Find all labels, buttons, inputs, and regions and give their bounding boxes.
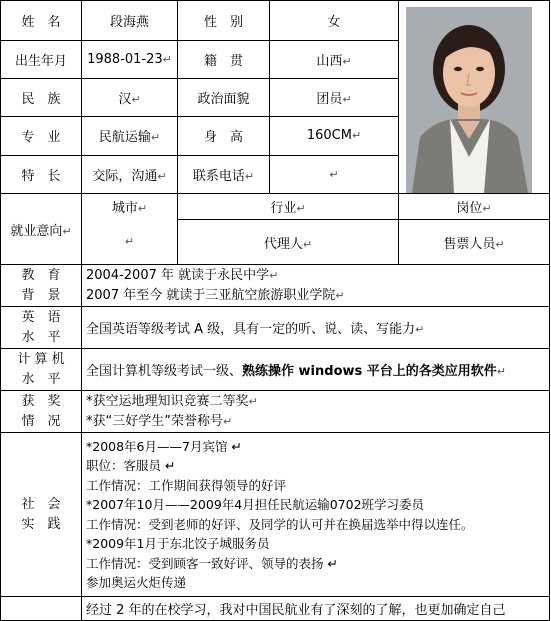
political-value: 团员 <box>316 92 343 108</box>
intent-label-cell <box>1 194 82 265</box>
intent-city-header <box>82 194 178 220</box>
awards-line-1: *获空运地理知识竞赛二等奖 <box>86 394 249 409</box>
english-label-line-2: 水 平 <box>21 329 61 345</box>
paragraph-mark: ↵ <box>415 323 425 336</box>
social-line-5: 工作情况：受到老师的好评、及同学的认可并在换届选举中得以连任。 <box>86 516 474 532</box>
paragraph-mark: ↵ <box>131 93 141 107</box>
industry-header-text: 行业 <box>270 201 297 216</box>
summary-label <box>1 597 82 621</box>
name-value: 段海燕 <box>82 1 178 41</box>
social-label-line-1: 社 会 <box>21 497 61 512</box>
english-label-line-1: 英 语 <box>21 310 61 325</box>
height-cell <box>270 117 399 155</box>
origin-value: 山西 <box>316 53 343 69</box>
awards-label-line-2: 情 况 <box>21 413 61 429</box>
origin-label: 籍 贯 <box>178 40 270 78</box>
gender-label: 性 别 <box>178 1 270 41</box>
ethnic-label: 民 族 <box>1 79 82 117</box>
summary-text: 经过 2 年的在校学习，我对中国民航业有了深刻的了解，也更加确定自己 <box>86 603 506 618</box>
phone-label-cell <box>178 155 270 193</box>
computer-text: 全国计算机等级考试一级、 <box>86 364 243 379</box>
birth-cell <box>82 40 178 78</box>
paragraph-mark: ↵ <box>137 202 148 216</box>
awards-line-2: *获“三好学生”荣誉称号 <box>86 413 223 429</box>
social-label <box>1 433 82 597</box>
industry-value-text: 代理人 <box>263 236 303 252</box>
intent-position-value <box>399 220 550 265</box>
intent-industry-value <box>178 220 399 265</box>
social-line-1: *2008年6月——7月宾馆 ↵ <box>86 438 242 454</box>
intent-label: 就业意向 <box>10 223 63 239</box>
paragraph-mark: ↵ <box>150 131 161 145</box>
awards-label-line-1: 获 奖 <box>21 394 61 409</box>
english-label <box>1 307 82 349</box>
position-header-text: 岗位 <box>456 201 483 216</box>
education-line-2: 2007 年至今 就读于三亚航空旅游职业学院 <box>86 287 336 303</box>
specialty-label: 特 长 <box>1 155 82 193</box>
major-value: 民航运输 <box>98 130 151 146</box>
gender-value: 女 <box>270 1 399 41</box>
education-label <box>1 265 82 307</box>
computer-text-bold: 熟练操作 windows 平台上的各类应用软件 <box>242 364 497 379</box>
paragraph-mark: ↵ <box>495 237 505 251</box>
political-label: 政治面貌 <box>178 79 270 117</box>
paragraph-mark: ↵ <box>296 202 306 215</box>
paragraph-mark: ↵ <box>248 395 258 408</box>
awards-content <box>82 391 550 433</box>
major-cell <box>82 117 178 155</box>
computer-label <box>1 349 82 391</box>
city-header-text: 城市 <box>111 201 138 217</box>
birth-label: 出生年月 <box>1 40 82 78</box>
ethnic-cell <box>82 79 178 117</box>
social-line-2: 职位：客服员 ↵ <box>86 458 176 473</box>
paragraph-mark: ↵ <box>302 237 313 251</box>
social-line-7: 工作情况：受到顾客一致好评、领导的表扬 ↵ <box>86 555 338 571</box>
paragraph-mark: ↵ <box>62 224 72 238</box>
paragraph-mark: ↵ <box>244 169 255 183</box>
computer-label-line-1: 计 算 机 <box>17 352 65 367</box>
paragraph-mark: ↵ <box>162 52 172 66</box>
paragraph-mark: ↵ <box>482 202 492 215</box>
social-content <box>82 433 550 597</box>
social-label-line-2: 实 践 <box>21 516 61 532</box>
paragraph-mark: ↵ <box>157 169 167 183</box>
birth-value: 1988-01-23 <box>87 51 163 67</box>
computer-label-line-2: 水 平 <box>21 371 61 387</box>
specialty-cell <box>82 155 178 193</box>
photo-cell <box>399 1 550 194</box>
education-line-1: 2004-2007 年 就读于永民中学 <box>86 268 270 283</box>
political-cell <box>270 79 399 117</box>
social-line-4: *2007年10月——2009年4月担任民航运输0702班学习委员 <box>86 497 425 512</box>
paragraph-mark: ↵ <box>222 414 233 428</box>
computer-content <box>82 349 550 391</box>
english-text: 全国英语等级考试 A 级，具有一定的听、说、读、写能力 <box>86 322 416 337</box>
paragraph-mark: ↵ <box>124 235 135 249</box>
education-content <box>82 265 550 307</box>
intent-industry-header <box>178 194 399 220</box>
paragraph-mark: ↵ <box>329 167 339 181</box>
intent-city-value <box>82 220 178 265</box>
social-line-8: 参加奥运火炬传递 <box>86 575 187 590</box>
social-line-6: *2009年1月于东北饺子城服务员 <box>86 536 270 551</box>
summary-content <box>82 597 550 621</box>
portrait-image <box>406 7 532 193</box>
major-label: 专 业 <box>1 117 82 155</box>
specialty-value: 交际，沟通 <box>92 168 158 184</box>
paragraph-mark: ↵ <box>335 288 345 302</box>
height-label: 身 高 <box>178 117 270 155</box>
paragraph-mark: ↵ <box>269 269 279 282</box>
paragraph-mark: ↵ <box>496 365 506 378</box>
social-line-3: 工作情况：工作期间获得领导的好评 <box>86 477 287 493</box>
paragraph-mark: ↵ <box>342 93 352 107</box>
portrait-photo <box>406 7 532 193</box>
awards-label <box>1 391 82 433</box>
english-content <box>82 307 550 349</box>
intent-position-header <box>399 194 550 220</box>
education-label-line-1: 教 育 <box>21 268 61 283</box>
height-value: 160CM <box>306 128 352 144</box>
position-value-text: 售票人员 <box>443 236 496 252</box>
ethnic-value: 汉 <box>118 92 132 108</box>
origin-cell <box>270 40 399 78</box>
paragraph-mark: ↵ <box>342 54 352 68</box>
name-label: 姓 名 <box>1 1 82 41</box>
education-label-line-2: 背 景 <box>21 287 61 303</box>
phone-value-cell <box>270 155 399 193</box>
phone-label: 联系电话 <box>192 168 245 184</box>
paragraph-mark: ↵ <box>351 129 362 143</box>
